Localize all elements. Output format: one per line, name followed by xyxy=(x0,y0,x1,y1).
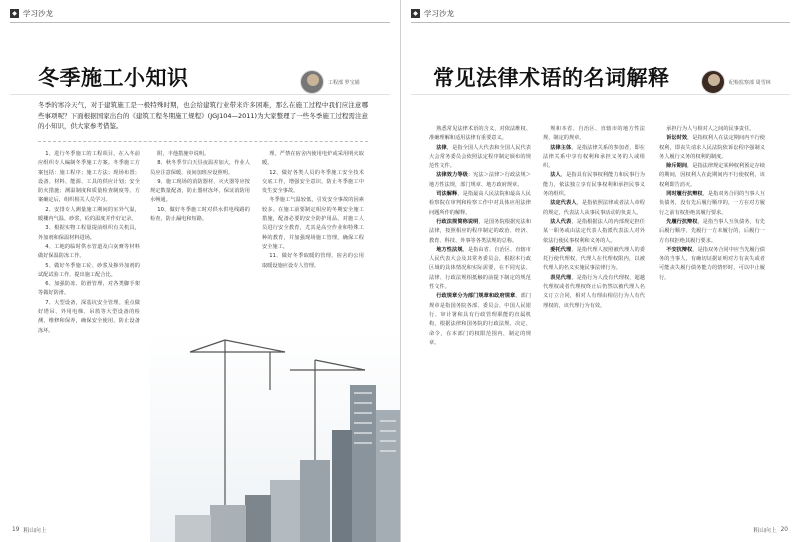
paragraph: 不安抗辩权，是指双务合同中应当先履行债务的当事人，有确切证据证明对方有丧失或者可能丧失履行债务能力的情形时，可以中止履行。 xyxy=(659,246,765,281)
term: 司法解释 xyxy=(436,191,458,198)
paragraph: 规和本省、自治区、直辖市的地方性法规，制定的规章。 xyxy=(543,126,645,142)
paragraph: 3、根据实物工程量提前组织有关机具，外加剂和保温材料进场。 xyxy=(38,225,140,241)
paragraph: 6、加强防冻、防滑管理，对各类脚手架等做好防滑。 xyxy=(38,281,140,297)
term: 法律 xyxy=(436,144,447,151)
term: 先履行抗辩权 xyxy=(666,218,698,225)
paragraph: 11、做好冬季取暖的管理，宿舍的公用取暖设施应设专人管理。 xyxy=(262,253,364,269)
section-tag xyxy=(10,8,53,19)
title-divider xyxy=(10,94,390,95)
term: 除斥期间 xyxy=(666,163,688,170)
paragraph: 司法解释，是指最高人民法院和最高人民检察院在审判和检察工作中对具体应用法律问题所作的解释。 xyxy=(429,191,531,216)
term: 表见代理 xyxy=(550,274,572,281)
header-divider xyxy=(411,22,790,23)
paragraph: 法人代表，是指根据法人的内部规定担任某一职务或由法定代表人指派代表法人对外依法行使民事权利和义务的人。 xyxy=(543,218,645,244)
author-box xyxy=(701,70,771,94)
term: 行政规章分为部门规章和政府规章 xyxy=(436,293,516,300)
title-divider xyxy=(411,94,790,95)
paragraph: 10、做好冬季施工时对供水供电线路的检查，防止漏电和短路。 xyxy=(150,206,250,223)
paragraph: 法律主体，是指法律关系的参加者，即在法律关系中享有权利和承担义务的人或组织。 xyxy=(543,144,645,170)
article-column-1 xyxy=(429,125,531,348)
paragraph: 法定代表人，是指依照法律或者法人章程的规定，代表法人从事民事活动的负责人。 xyxy=(543,200,645,216)
article-column-2 xyxy=(543,125,645,311)
paragraph: 行政法规简称说明，是国务院根据宪法和法律，按照相应的程序制定的政治、经济、教育、科技、外事等各类法规的总称。 xyxy=(429,218,531,244)
intro-divider xyxy=(38,141,368,142)
author-box xyxy=(300,70,360,94)
term: 诉讼时效 xyxy=(666,135,688,142)
section-marker-icon: ◆ xyxy=(10,9,19,18)
term: 法人代表 xyxy=(550,218,572,225)
term: 法人 xyxy=(550,172,561,179)
paragraph: 5、做好冬季施工砼、砂浆及掺外加剂的试配试验工作，提出施工配合比。 xyxy=(38,262,140,278)
paragraph: 9、施工现场的消防器材、灭火器等应按规定数量配备，防止器材冻坏，保证消防用水畅通。 xyxy=(150,178,250,204)
paragraph: 除斥期间，是指法律规定某种权利预定存续的期间，因权利人在此期间内不行使权利，该权利即告消灭。 xyxy=(659,163,765,188)
term: 委托代理 xyxy=(550,246,572,253)
section-label: 学习沙龙 xyxy=(23,9,53,18)
article-title: 常见法律术语的名词解释 xyxy=(433,66,670,90)
paragraph: 8、秋冬季节白天昼夜温差加大，作业人员应注意保暖，夜间加班应设照明。 xyxy=(150,160,250,176)
magazine-name: 粗山向上 xyxy=(753,528,777,534)
paragraph: 冬季施工气温较低，引发安全事故的因素较多。在施工前要制定相应的冬期安全施工措施，配备必要的安全防护用品，对施工人员进行安全教育，尤其是高空作业和特殊工种的教育，并加强现场施工管理，确保工程安全施工。 xyxy=(262,197,364,250)
paragraph: 1、进行冬季施工的工程项目，在入冬前应组织专人编制冬季施工方案。冬季施工方案包括：施工程序；施工方法；现场布置；设备、材料、能源、工具的供应计划；安全防火措施；测温制度和质量检查制度等。方案确定后，组织相关人员学习。 xyxy=(38,151,140,204)
paragraph: 法人，是指具有民事权利能力和民事行为能力，依法独立享有民事权利和承担民事义务的组织。 xyxy=(543,172,645,198)
article-title: 冬季施工小知识 xyxy=(38,66,189,90)
term: 同时履行抗辩权 xyxy=(666,191,703,198)
paragraph: 行政规章分为部门规章和政府规章。部门规章是指国务院各部、委员会、中国人民银行、审计署和具有行政管理职能的直属机构，根据法律和国务院的行政法规、决定、命令，在本部门的权限范围内，制定的规章。 xyxy=(429,293,531,346)
section-marker-icon: ◆ xyxy=(411,9,420,18)
page-footer xyxy=(753,525,788,534)
page-number: 19 xyxy=(12,526,20,533)
article-column-3 xyxy=(659,125,765,283)
page-number: 20 xyxy=(780,526,788,533)
author-avatar xyxy=(701,70,725,94)
paragraph: 理。严禁在宿舍内使用电炉或采用明火取暖。 xyxy=(262,151,364,167)
section-label: 学习沙龙 xyxy=(424,9,454,18)
author-name: 工程部 罗宝娟 xyxy=(328,79,360,86)
article-intro: 冬季的寒冷天气，对于建筑施工是一极特殊时期，也会给建筑行业带来许多困难，那么在施工过程中我们应注意哪些事项呢？下面根据国家出台的《建筑工程冬期施工规程》(JGJ104—2011)为大家整理了一些冬季施工过程需注意的小知识，供大家参考借鉴。 xyxy=(38,101,368,130)
term: 法律主体 xyxy=(550,144,572,151)
article-column-1 xyxy=(38,150,140,336)
paragraph: 附，丰他措施中说明。 xyxy=(157,151,210,157)
term: 法律效力等级 xyxy=(436,172,468,179)
paragraph: 法律，是指全国人大代表和全国人民代表大会常务委员会依照法定程序制定颁布的规范性文件。 xyxy=(429,144,531,170)
author-avatar xyxy=(300,70,324,94)
paragraph: 承担行为人与相对人之间的民事责任。 xyxy=(666,126,755,132)
paragraph: 7、大型设备，深基坑安全管理。重点做好塔吊、外用电梯、吊篮等大型设备的检测，维修和保养，确保安全使用，防止设备冻坏。 xyxy=(38,299,140,334)
term: 不安抗辩权 xyxy=(666,246,693,253)
paragraph: 先履行抗辩权，是指当事人互负债务，有先后履行顺序，先履行一方未履行的，后履行一方有权拒绝其履行要求。 xyxy=(659,218,765,244)
section-tag xyxy=(411,8,454,19)
article-column-3 xyxy=(262,150,364,271)
header-divider xyxy=(10,22,390,23)
paragraph: 2、安排专人测量施工期间的室外气温，暖棚内气温，砂浆，砼的温度并作好记录。 xyxy=(38,206,140,223)
city-skyline-illustration xyxy=(150,330,400,542)
magazine-name: 粗山向上 xyxy=(23,528,47,534)
term: 地方性法规 xyxy=(436,246,463,253)
paragraph: 法律效力等级：宪法＞法律＞行政法规＞地方性法规，部门规章、地方政府规章。 xyxy=(429,172,531,188)
paragraph: 4、工地的临时供水管道及白灰膏等材料做好保温防冻工作。 xyxy=(38,243,140,260)
paragraph: 表见代理，是指行为人没有代理权，超越代理权或者代理权终止后仍然以被代理人名义订立合同，相对人有理由相信行为人有代理权的，该代理行为有效。 xyxy=(543,274,645,309)
term: 行政法规简称说明 xyxy=(436,218,479,225)
term: 法定代表人 xyxy=(550,200,577,207)
paragraph: 同时履行抗辩权，是指双务合同的当事人互负债务，没有先后履行顺序的，一方在对方履行之前有权拒绝其履行要求。 xyxy=(659,191,765,216)
paragraph: 地方性法规，是指由省、自治区、直辖市人民代表大会及其常务委员会，根据本行政区域的具体情况和实际需要，在不同宪法、法律、行政法规相抵触的前提下制定的规范性文件。 xyxy=(429,246,531,291)
paragraph: 熟悉常见法律术语的含义，对依法维权、准确理解和适用法律有重要意义。 xyxy=(429,126,531,142)
page-footer xyxy=(12,525,47,534)
paragraph: 委托代理，是指代理人按照被代理人的委托行使代理权，代理人在代理权限内，以被代理人的名义实施民事法律行为。 xyxy=(543,246,645,272)
author-name: 纪检监察部 周雪林 xyxy=(729,79,771,86)
paragraph: 诉讼时效，是指权利人在法定期间内不行使权利，即丧失请求人民法院依诉讼程序强制义务人履行义务的权利的制度。 xyxy=(659,135,765,160)
right-page xyxy=(400,0,800,542)
paragraph: 12、做好各类人员的冬季施工安全技术交底工作，增强安全意识，防止冬季施工中发生安全事故。 xyxy=(262,169,364,195)
article-column-2 xyxy=(150,150,250,224)
